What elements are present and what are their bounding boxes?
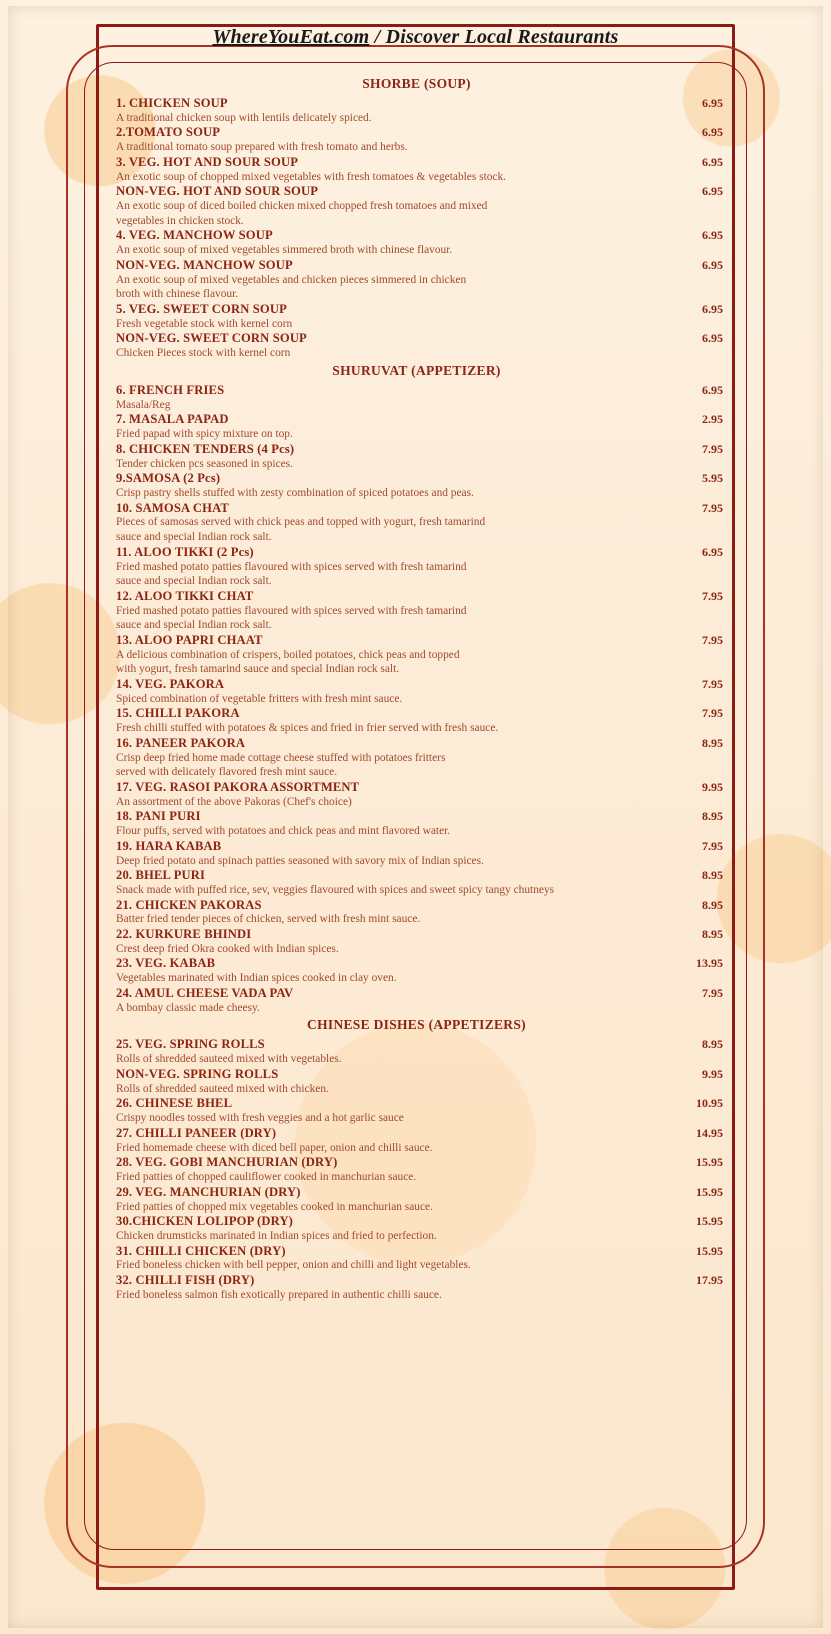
menu-item-name: 2.TOMATO SOUP (116, 125, 221, 140)
menu-item-description (110, 721, 716, 736)
menu-item-description (110, 398, 716, 413)
menu-item-description-line: Spiced combination of vegetable fritters with fresh mint sauce. (116, 692, 403, 705)
menu-content (110, 72, 723, 1562)
menu-item-price: 7.95 (702, 706, 723, 721)
menu-item-head (110, 442, 723, 457)
menu-item-name: NON-VEG. HOT AND SOUR SOUP (116, 184, 319, 199)
menu-item-description-line: Flour puffs, served with potatoes and chick peas and mint flavored water. (116, 825, 451, 838)
menu-item-price: 7.95 (702, 588, 723, 603)
menu-item-description-line: Chicken Pieces stock with kernel corn (116, 347, 291, 360)
menu-item (110, 1126, 723, 1155)
menu-item-description-line: An exotic soup of diced boiled chicken mixed chopped fresh tomatoes and mixed (116, 200, 488, 213)
menu-item-price: 8.95 (702, 868, 723, 883)
menu-section-title: SHURUVAT (APPETIZER) (332, 362, 501, 378)
menu-item-description-line: Deep fried potato and spinach patties seasoned with savory mix of Indian spices. (116, 854, 484, 867)
menu-item (110, 383, 723, 412)
menu-item-description-line: Crisp pastry shells stuffed with zesty combination of spiced potatoes and peas. (116, 487, 474, 500)
menu-item-name: 3. VEG. HOT AND SOUR SOUP (116, 154, 299, 169)
menu-item (110, 412, 723, 441)
menu-item-name: 12. ALOO TIKKI CHAT (116, 588, 254, 603)
menu-item-name: 5. VEG. SWEET CORN SOUP (116, 301, 287, 316)
menu-item-description (110, 486, 716, 501)
menu-item-description-line: Fried mashed potato patties flavoured with spices served with fresh tamarind (116, 604, 467, 617)
menu-item-price: 7.95 (702, 441, 723, 456)
menu-item-head (110, 1096, 723, 1111)
menu-item-price: 7.95 (702, 676, 723, 691)
menu-item (110, 898, 723, 927)
menu-item (110, 1185, 723, 1214)
menu-item-price: 7.95 (702, 632, 723, 647)
menu-item (110, 258, 723, 302)
menu-item-description (110, 692, 716, 707)
menu-item-description (110, 854, 716, 869)
menu-item-head (110, 809, 723, 824)
menu-item (110, 1214, 723, 1243)
menu-item-name: NON-VEG. MANCHOW SOUP (116, 257, 293, 272)
menu-item-name: 23. VEG. KABAB (116, 956, 216, 971)
menu-item-description (110, 1001, 716, 1016)
menu-item-name: 30.CHICKEN LOLIPOP (DRY) (116, 1214, 294, 1229)
menu-item-description (110, 111, 716, 126)
menu-item-description (110, 560, 716, 589)
menu-item-description-line: Batter fried tender pieces of chicken, served with fresh mint sauce. (116, 913, 421, 926)
menu-item (110, 809, 723, 838)
menu-item-price: 9.95 (702, 1066, 723, 1081)
menu-item (110, 155, 723, 184)
menu-item-description (110, 1288, 716, 1303)
menu-item-name: 8. CHICKEN TENDERS (4 Pcs) (116, 441, 295, 456)
menu-item-description (110, 824, 716, 839)
menu-item-price: 6.95 (702, 301, 723, 316)
menu-item-description (110, 795, 716, 810)
menu-item-price: 8.95 (702, 897, 723, 912)
menu-item (110, 1067, 723, 1096)
menu-item (110, 184, 723, 228)
menu-item-description-line: Masala/Reg (116, 398, 171, 411)
menu-item-head (110, 302, 723, 317)
menu-item-price: 6.95 (702, 228, 723, 243)
menu-item-name: 9.SAMOSA (2 Pcs) (116, 471, 221, 486)
menu-item-description-line: A traditional tomato soup prepared with fresh tomato and herbs. (116, 141, 408, 154)
menu-item-name: 32. CHILLI FISH (DRY) (116, 1273, 255, 1288)
menu-item-name: 31. CHILLI CHICKEN (DRY) (116, 1243, 286, 1258)
menu-item-name: 17. VEG. RASOI PAKORA ASSORTMENT (116, 779, 360, 794)
menu-item-head (110, 956, 723, 971)
menu-item-description-line: Tender chicken pcs seasoned in spices. (116, 457, 293, 470)
menu-item-head (110, 155, 723, 170)
menu-item (110, 589, 723, 633)
menu-item-price: 9.95 (702, 779, 723, 794)
menu-item (110, 331, 723, 360)
menu-item-description-line: Fried papad with spicy mixture on top. (116, 428, 293, 441)
brand-separator: / (369, 26, 386, 48)
menu-item-description-line: Fried patties of chopped cauliflower cooked in manchurian sauce. (116, 1171, 417, 1184)
menu-item-name: 15. CHILLI PAKORA (116, 706, 240, 721)
menu-item-price: 8.95 (702, 927, 723, 942)
menu-item-price: 8.95 (702, 1037, 723, 1052)
menu-item-description-line: served with delicately flavored fresh mint sauce. (116, 766, 338, 779)
menu-section-title: CHINESE DISHES (APPETIZERS) (307, 1017, 526, 1033)
menu-item-description-line: vegetables in chicken stock. (116, 214, 244, 227)
menu-item-price: 6.95 (702, 125, 723, 140)
menu-item-description-line: An exotic soup of mixed vegetables and chicken pieces simmered in chicken (116, 273, 467, 286)
menu-item-head (110, 1214, 723, 1229)
menu-item-head (110, 706, 723, 721)
menu-item-head (110, 1244, 723, 1259)
menu-item-price: 17.95 (696, 1273, 723, 1288)
menu-item-description-line: A bombay classic made cheesy. (116, 1001, 260, 1014)
menu-item-name: 14. VEG. PAKORA (116, 676, 225, 691)
menu-item-name: 11. ALOO TIKKI (2 Pcs) (116, 544, 254, 559)
menu-item (110, 302, 723, 331)
menu-item-head (110, 1067, 723, 1082)
menu-item-name: 21. CHICKEN PAKORAS (116, 897, 262, 912)
menu-item-price: 15.95 (696, 1155, 723, 1170)
menu-item-price: 8.95 (702, 809, 723, 824)
menu-item-description (110, 457, 716, 472)
menu-item-head (110, 839, 723, 854)
menu-item (110, 736, 723, 780)
menu-item (110, 471, 723, 500)
menu-item-description (110, 273, 716, 302)
menu-item-head (110, 258, 723, 273)
menu-item-description-line: Crest deep fried Okra cooked with Indian spices. (116, 942, 339, 955)
menu-item-price: 6.95 (702, 382, 723, 397)
menu-item (110, 633, 723, 677)
menu-item-head (110, 736, 723, 751)
menu-item-name: 28. VEG. GOBI MANCHURIAN (DRY) (116, 1155, 338, 1170)
menu-item-name: 7. MASALA PAPAD (116, 412, 229, 427)
menu-item-name: 22. KURKURE BHINDI (116, 927, 252, 942)
menu-item-description-line: Fresh chilli stuffed with potatoes & spices and fried in frier served with fresh sauce. (116, 722, 499, 735)
menu-item-head (110, 1037, 723, 1052)
menu-item-description-line: Fried boneless chicken with bell pepper, onion and chilli and light vegetables. (116, 1259, 471, 1272)
menu-item-description (110, 1111, 716, 1126)
menu-item-description (110, 1082, 716, 1097)
menu-item-head (110, 184, 723, 199)
menu-item (110, 986, 723, 1015)
menu-item-price: 6.95 (702, 257, 723, 272)
menu-item-name: 10. SAMOSA CHAT (116, 500, 229, 515)
menu-item-description-line: sauce and special Indian rock salt. (116, 575, 272, 588)
menu-item-head (110, 780, 723, 795)
menu-item-head (110, 545, 723, 560)
menu-item-price: 15.95 (696, 1243, 723, 1258)
menu-item-name: 19. HARA KABAB (116, 838, 222, 853)
menu-item-name: NON-VEG. SWEET CORN SOUP (116, 331, 307, 346)
menu-item-description (110, 648, 716, 677)
menu-item-name: 6. FRENCH FRIES (116, 382, 225, 397)
brand-name: WhereYouEat.com (212, 26, 370, 48)
menu-item-name: NON-VEG. SPRING ROLLS (116, 1066, 279, 1081)
menu-item-head (110, 96, 723, 111)
menu-item-description (110, 140, 716, 155)
menu-item-name: 4. VEG. MANCHOW SOUP (116, 228, 273, 243)
menu-item-head (110, 1126, 723, 1141)
menu-item-name: 25. VEG. SPRING ROLLS (116, 1037, 265, 1052)
menu-item-description-line: Pieces of samosas served with chick peas and topped with yogurt, fresh tamarind (116, 516, 486, 529)
menu-item-description-line: Rolls of shredded sauteed mixed with vegetables. (116, 1053, 342, 1066)
menu-item (110, 1273, 723, 1302)
menu-item-description-line: Chicken drumsticks marinated in Indian spices and fried to perfection. (116, 1229, 437, 1242)
menu-item-description (110, 883, 716, 898)
menu-item-price: 7.95 (702, 838, 723, 853)
menu-item-description (110, 317, 716, 332)
menu-item-head (110, 331, 723, 346)
menu-item-price: 6.95 (702, 154, 723, 169)
menu-item-head (110, 125, 723, 140)
menu-item-price: 2.95 (702, 412, 723, 427)
menu-item-description-line: Fried homemade cheese with diced bell paper, onion and chilli sauce. (116, 1141, 433, 1154)
menu-item-description-line: A delicious combination of crispers, boiled potatoes, chick peas and topped (116, 648, 460, 661)
menu-item-description (110, 243, 716, 258)
menu-item-description (110, 199, 716, 228)
menu-item (110, 228, 723, 257)
menu-item-price: 7.95 (702, 985, 723, 1000)
menu-item-description (110, 1170, 716, 1185)
menu-item-description (110, 346, 716, 361)
menu-item-description-line: sauce and special Indian rock salt. (116, 531, 272, 544)
menu-item-description (110, 1141, 716, 1156)
menu-item-head (110, 1273, 723, 1288)
menu-item-head (110, 1155, 723, 1170)
menu-item-name: 1. CHICKEN SOUP (116, 96, 228, 110)
menu-item-description-line: Fried patties of chopped mix vegetables cooked in manchurian sauce. (116, 1200, 433, 1213)
menu-item-name: 13. ALOO PAPRI CHAAT (116, 632, 263, 647)
menu-item-description-line: Fresh vegetable stock with kernel corn (116, 317, 293, 330)
menu-item-head (110, 986, 723, 1001)
menu-item-description (110, 971, 716, 986)
menu-item (110, 501, 723, 545)
menu-item-description (110, 1052, 716, 1067)
menu-item (110, 780, 723, 809)
menu-item-description-line: with yogurt, fresh tamarind sauce and special Indian rock salt. (116, 663, 400, 676)
menu-item-description-line: A traditional chicken soup with lentils delicately spiced. (116, 111, 372, 124)
menu-item-head (110, 1185, 723, 1200)
menu-item-price: 10.95 (696, 1096, 723, 1111)
menu-item (110, 956, 723, 985)
menu-item-description (110, 604, 716, 633)
menu-item-description (110, 515, 716, 544)
menu-item-head (110, 589, 723, 604)
menu-item-name: 20. BHEL PURI (116, 868, 206, 883)
menu-item-description (110, 1200, 716, 1215)
menu-item-description (110, 427, 716, 442)
menu-item-description-line: An exotic soup of chopped mixed vegetables with fresh tomatoes & vegetables stock. (116, 170, 507, 183)
menu-item-description-line: Vegetables marinated with Indian spices cooked in clay oven. (116, 972, 397, 985)
menu-item-description (110, 170, 716, 185)
menu-item (110, 1155, 723, 1184)
menu-item-description (110, 751, 716, 780)
brand-tagline: Discover Local Restaurants (385, 26, 619, 48)
menu-item-head (110, 898, 723, 913)
menu-item-description-line: Crispy noodles tossed with fresh veggies and a hot garlic sauce (116, 1112, 404, 1125)
menu-item-name: 24. AMUL CHEESE VADA PAV (116, 985, 294, 1000)
menu-item-description-line: Snack made with puffed rice, sev, veggies flavoured with spices and sweet spicy tangy chutneys (116, 883, 555, 896)
menu-item (110, 96, 723, 125)
menu-item-head (110, 501, 723, 516)
menu-item (110, 545, 723, 589)
menu-item-price: 6.95 (702, 331, 723, 346)
menu-item-name: 18. PANI PURI (116, 809, 201, 824)
menu-item-description (110, 912, 716, 927)
menu-item (110, 1037, 723, 1066)
menu-item-price: 5.95 (702, 471, 723, 486)
menu-item-price: 6.95 (702, 96, 723, 110)
menu-item-price: 13.95 (696, 956, 723, 971)
menu-item (110, 1096, 723, 1125)
menu-item-name: 16. PANEER PAKORA (116, 735, 246, 750)
menu-item-description-line: An exotic soup of mixed vegetables simmered broth with chinese flavour. (116, 244, 453, 257)
menu-item (110, 927, 723, 956)
menu-item (110, 125, 723, 154)
menu-item (110, 1244, 723, 1273)
menu-item-head (110, 383, 723, 398)
menu-item-name: 26. CHINESE BHEL (116, 1096, 233, 1111)
menu-item-description-line: Fried mashed potato patties flavoured with spices served with fresh tamarind (116, 560, 467, 573)
menu-item-head (110, 412, 723, 427)
menu-item-price: 14.95 (696, 1125, 723, 1140)
menu-item-description (110, 1258, 716, 1273)
menu-item-head (110, 471, 723, 486)
menu-item-name: 29. VEG. MANCHURIAN (DRY) (116, 1184, 301, 1199)
menu-item-description-line: sauce and special Indian rock salt. (116, 619, 272, 632)
menu-item-description-line: An assortment of the above Pakoras (Chef's choice) (116, 795, 352, 808)
menu-item-name: 27. CHILLI PANEER (DRY) (116, 1125, 277, 1140)
menu-section-title: SHORBE (SOUP) (362, 76, 471, 91)
site-branding (0, 26, 831, 49)
menu-item (110, 839, 723, 868)
menu-item-head (110, 633, 723, 648)
menu-item-head (110, 927, 723, 942)
menu-item-price: 6.95 (702, 544, 723, 559)
menu-item (110, 706, 723, 735)
menu-item-description (110, 1229, 716, 1244)
menu-item-description (110, 942, 716, 957)
menu-item-description-line: Fried boneless salmon fish exotically prepared in authentic chilli sauce. (116, 1288, 442, 1301)
menu-item-price: 15.95 (696, 1184, 723, 1199)
menu-item-head (110, 677, 723, 692)
menu-item-head (110, 868, 723, 883)
menu-item-price: 8.95 (702, 735, 723, 750)
menu-item-price: 6.95 (702, 184, 723, 199)
menu-item-price: 7.95 (702, 500, 723, 515)
menu-item-description-line: broth with chinese flavour. (116, 288, 239, 301)
menu-item-description-line: Crisp deep fried home made cottage cheese stuffed with potatoes fritters (116, 751, 446, 764)
menu-item-description-line: Rolls of shredded sauteed mixed with chicken. (116, 1082, 329, 1095)
menu-item-head (110, 228, 723, 243)
menu-item-price: 15.95 (696, 1214, 723, 1229)
menu-item (110, 442, 723, 471)
menu-item (110, 868, 723, 897)
menu-item (110, 677, 723, 706)
